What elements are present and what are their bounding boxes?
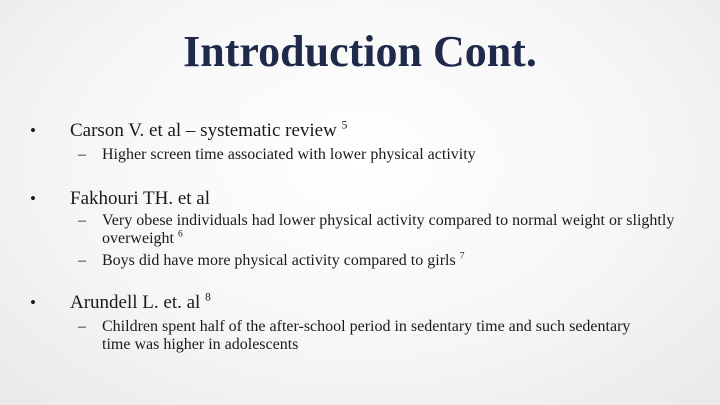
subpoint-screen-time (78, 146, 678, 164)
bullet-arundell (30, 292, 211, 314)
bullet-marker: • (30, 121, 36, 140)
subpoint-text (102, 252, 678, 270)
bullet-marker: • (30, 189, 36, 208)
bullet-fakhouri (30, 188, 210, 210)
subpoint-body: Boys did have more physical activity compared to girls (102, 252, 456, 269)
subpoint-after-school (78, 318, 638, 354)
dash-marker: – (78, 146, 86, 163)
bullet-text: Fakhouri TH. et al (70, 188, 211, 209)
reference-number: 5 (341, 119, 348, 132)
subpoint-boys (78, 252, 678, 270)
dash-marker: – (78, 212, 86, 229)
reference-number: 6 (177, 228, 183, 240)
bullet-text: Arundell L. et. al (70, 292, 201, 313)
reference-number: 7 (459, 250, 465, 262)
reference-number: 8 (205, 291, 211, 304)
subpoint-body: Very obese individuals had lower physical activity compared to normal weight or slightly overweight (102, 212, 675, 247)
subpoint-text: Children spent half of the after-school period in sedentary time and such sedentary time was higher in adolescents (102, 318, 631, 353)
dash-marker: – (78, 252, 86, 269)
slide-title: Introduction Cont. (183, 27, 537, 76)
bullet-text: Carson V. et al – systematic review (70, 120, 337, 141)
dash-marker: – (78, 318, 86, 335)
subpoint-text (102, 212, 678, 248)
bullet-marker: • (30, 293, 36, 312)
subpoint-text: Higher screen time associated with lower physical activity (102, 146, 476, 163)
bullet-carson (30, 120, 347, 142)
subpoint-obese (78, 212, 678, 248)
